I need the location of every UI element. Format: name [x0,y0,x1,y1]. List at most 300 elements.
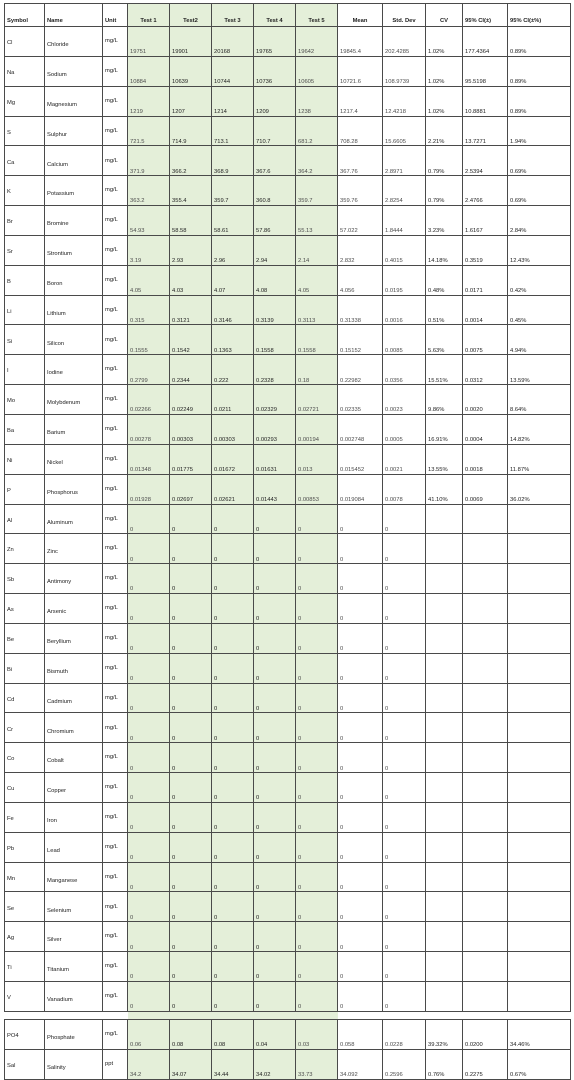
symbol-cell: Be [5,623,45,653]
name-cell: Barium [45,414,103,444]
cv-cell [426,802,463,832]
cv-cell [426,773,463,803]
name-cell: Molybdenum [45,385,103,415]
symbol-cell: As [5,594,45,624]
table-row [5,1049,571,1079]
mean-cell: 0 [338,862,383,892]
symbol-cell: Cd [5,683,45,713]
test3-cell: 58.61 [212,206,254,236]
unit-cell: mg/L [103,713,128,743]
cv-cell: 3.23% [426,206,463,236]
ci-cell: 177.4364 [463,27,508,57]
test1-cell: 1219 [128,86,170,116]
std-dev-cell: 0 [383,982,426,1012]
unit-cell: mg/L [103,564,128,594]
test4-cell: 0 [254,922,296,952]
name-cell: Manganese [45,862,103,892]
symbol-cell: Mg [5,86,45,116]
symbol-cell: Mo [5,385,45,415]
ci-percent-cell: 0.42% [508,265,571,295]
test2-cell: 0 [170,802,212,832]
name-cell: Chloride [45,27,103,57]
table-row [5,922,571,952]
test3-cell: 0 [212,623,254,653]
test5-cell: 0 [296,743,338,773]
test2-cell: 10639 [170,56,212,86]
name-cell: Potassium [45,176,103,206]
ci-percent-cell [508,534,571,564]
separator-cell [254,1011,296,1019]
mean-cell: 0 [338,743,383,773]
test4-cell: 0.00293 [254,414,296,444]
unit-cell: mg/L [103,743,128,773]
ci-percent-cell: 0.45% [508,295,571,325]
test5-cell: 359.7 [296,176,338,206]
test3-cell: 0 [212,564,254,594]
name-cell: Selenium [45,892,103,922]
test4-cell: 0 [254,713,296,743]
test3-cell: 0 [212,653,254,683]
test4-cell: 34.02 [254,1049,296,1079]
unit-cell: mg/L [103,355,128,385]
ci-percent-cell: 34.46% [508,1019,571,1049]
mean-cell: 0.31338 [338,295,383,325]
cv-cell [426,594,463,624]
cv-cell [426,862,463,892]
ci-percent-cell [508,594,571,624]
table-row [5,56,571,86]
header-test3: Test 3 [212,4,254,27]
cv-cell: 9.86% [426,385,463,415]
test3-cell: 0.3146 [212,295,254,325]
test3-cell: 1214 [212,86,254,116]
std-dev-cell: 2.8254 [383,176,426,206]
test5-cell: 0 [296,802,338,832]
mean-cell: 0 [338,802,383,832]
std-dev-cell: 202.4285 [383,27,426,57]
results-sheet [4,3,570,1080]
test2-cell: 0.3121 [170,295,212,325]
name-cell: Arsenic [45,594,103,624]
unit-cell: mg/L [103,1019,128,1049]
cv-cell [426,743,463,773]
symbol-cell: Sal [5,1049,45,1079]
test1-cell: 0 [128,564,170,594]
separator-cell [463,1011,508,1019]
test2-cell: 0.00303 [170,414,212,444]
test4-cell: 0.04 [254,1019,296,1049]
mean-cell: 0.019084 [338,474,383,504]
table-row [5,892,571,922]
ci-cell [463,922,508,952]
ci-percent-cell [508,832,571,862]
test3-cell: 20168 [212,27,254,57]
separator-cell [5,1011,45,1019]
test1-cell: 0.01348 [128,444,170,474]
test3-cell: 0 [212,922,254,952]
ci-percent-cell: 12.43% [508,235,571,265]
test2-cell: 1207 [170,86,212,116]
test5-cell: 1238 [296,86,338,116]
test3-cell: 0.02621 [212,474,254,504]
test1-cell: 0 [128,534,170,564]
mean-cell: 0 [338,832,383,862]
symbol-cell: Na [5,56,45,86]
ci-cell: 0.0014 [463,295,508,325]
ci-cell [463,832,508,862]
table-row [5,414,571,444]
name-cell: Beryllium [45,623,103,653]
name-cell: Strontium [45,235,103,265]
test1-cell: 0 [128,773,170,803]
symbol-cell: V [5,982,45,1012]
mean-cell: 57.022 [338,206,383,236]
mean-cell: 34.092 [338,1049,383,1079]
std-dev-cell: 0.0085 [383,325,426,355]
ci-cell: 10.8881 [463,86,508,116]
std-dev-cell: 0 [383,683,426,713]
std-dev-cell: 0.0078 [383,474,426,504]
test4-cell: 0 [254,534,296,564]
cv-cell [426,713,463,743]
symbol-cell: Ba [5,414,45,444]
name-cell: Magnesium [45,86,103,116]
test4-cell: 0.2328 [254,355,296,385]
name-cell: Phosphate [45,1019,103,1049]
ci-percent-cell: 0.69% [508,176,571,206]
test1-cell: 19751 [128,27,170,57]
name-cell: Iron [45,802,103,832]
unit-cell: mg/L [103,802,128,832]
symbol-cell: P [5,474,45,504]
unit-cell: mg/L [103,832,128,862]
test3-cell: 0.00303 [212,414,254,444]
header-test4: Test 4 [254,4,296,27]
symbol-cell: Se [5,892,45,922]
test3-cell: 713.1 [212,116,254,146]
test4-cell: 0 [254,862,296,892]
ci-percent-cell [508,683,571,713]
cv-cell [426,623,463,653]
name-cell: Aluminum [45,504,103,534]
unit-cell: mg/L [103,265,128,295]
std-dev-cell: 0 [383,594,426,624]
test5-cell: 0 [296,683,338,713]
mean-cell: 1217.4 [338,86,383,116]
test4-cell: 0 [254,832,296,862]
name-cell: Salinity [45,1049,103,1079]
unit-cell: mg/L [103,116,128,146]
header-cv: CV [426,4,463,27]
extra-rows [5,1011,571,1079]
test4-cell: 0 [254,564,296,594]
name-cell: Silicon [45,325,103,355]
name-cell: Bismuth [45,653,103,683]
ci-percent-cell: 14.82% [508,414,571,444]
symbol-cell: Al [5,504,45,534]
test5-cell: 2.14 [296,235,338,265]
test2-cell: 0 [170,683,212,713]
ci-cell [463,564,508,594]
separator-row [5,1011,571,1019]
test3-cell: 0 [212,594,254,624]
test5-cell: 55.13 [296,206,338,236]
std-dev-cell: 0.0023 [383,385,426,415]
test1-cell: 0 [128,922,170,952]
test4-cell: 1209 [254,86,296,116]
cv-cell: 5.63% [426,325,463,355]
test3-cell: 0 [212,534,254,564]
test3-cell: 10744 [212,56,254,86]
test3-cell: 0.222 [212,355,254,385]
table-row [5,713,571,743]
table-row [5,86,571,116]
unit-cell: mg/L [103,504,128,534]
test1-cell: 721.5 [128,116,170,146]
unit-cell: mg/L [103,295,128,325]
test1-cell: 0.02266 [128,385,170,415]
test2-cell: 0 [170,952,212,982]
cv-cell: 1.02% [426,27,463,57]
std-dev-cell: 1.8444 [383,206,426,236]
cv-cell [426,832,463,862]
name-cell: Iodine [45,355,103,385]
unit-cell: mg/L [103,176,128,206]
ci-cell: 13.7271 [463,116,508,146]
std-dev-cell: 0.0016 [383,295,426,325]
test4-cell: 0 [254,504,296,534]
name-cell: Silver [45,922,103,952]
table-row [5,952,571,982]
mean-cell: 4.056 [338,265,383,295]
cv-cell: 16.91% [426,414,463,444]
mean-cell: 367.76 [338,146,383,176]
test4-cell: 360.8 [254,176,296,206]
test1-cell: 0 [128,713,170,743]
cv-cell: 0.76% [426,1049,463,1079]
std-dev-cell: 0 [383,862,426,892]
mean-cell: 0.22982 [338,355,383,385]
table-row [5,1019,571,1049]
symbol-cell: Cr [5,713,45,743]
mean-cell: 0.002748 [338,414,383,444]
table-row [5,504,571,534]
test3-cell: 2.96 [212,235,254,265]
std-dev-cell: 0 [383,832,426,862]
test1-cell: 363.2 [128,176,170,206]
header-mean: Mean [338,4,383,27]
unit-cell: ppt [103,1049,128,1079]
table-row [5,235,571,265]
std-dev-cell: 0 [383,743,426,773]
cv-cell: 39.32% [426,1019,463,1049]
unit-cell: mg/L [103,444,128,474]
separator-cell [128,1011,170,1019]
separator-cell [338,1011,383,1019]
test2-cell: 0.02697 [170,474,212,504]
table-row [5,594,571,624]
table-row [5,773,571,803]
test5-cell: 0 [296,504,338,534]
ci-percent-cell [508,653,571,683]
cv-cell [426,982,463,1012]
ci-cell: 0.0004 [463,414,508,444]
header-symbol: Symbol [5,4,45,27]
test5-cell: 0 [296,832,338,862]
unit-cell: mg/L [103,862,128,892]
name-cell: Cadmium [45,683,103,713]
symbol-cell: S [5,116,45,146]
test5-cell: 0 [296,922,338,952]
test4-cell: 0 [254,982,296,1012]
test3-cell: 0.0211 [212,385,254,415]
symbol-cell: Zn [5,534,45,564]
test5-cell: 4.05 [296,265,338,295]
std-dev-cell: 0 [383,713,426,743]
table-row [5,564,571,594]
mean-cell: 359.76 [338,176,383,206]
cv-cell: 41.10% [426,474,463,504]
table-row [5,176,571,206]
test2-cell: 0 [170,773,212,803]
ci-percent-cell: 0.89% [508,56,571,86]
ci-cell [463,773,508,803]
test1-cell: 0 [128,623,170,653]
test5-cell: 19642 [296,27,338,57]
test1-cell: 54.93 [128,206,170,236]
test1-cell: 0.315 [128,295,170,325]
test4-cell: 10736 [254,56,296,86]
header-test2: Test2 [170,4,212,27]
std-dev-cell: 0.0228 [383,1019,426,1049]
unit-cell: mg/L [103,414,128,444]
test2-cell: 0 [170,504,212,534]
test5-cell: 0.00194 [296,414,338,444]
test2-cell: 0 [170,564,212,594]
std-dev-cell: 0 [383,504,426,534]
test5-cell: 0 [296,892,338,922]
unit-cell: mg/L [103,982,128,1012]
ci-percent-cell: 0.89% [508,27,571,57]
test4-cell: 0.3139 [254,295,296,325]
cv-cell: 1.02% [426,56,463,86]
mean-cell: 0 [338,773,383,803]
cv-cell: 2.21% [426,116,463,146]
test1-cell: 0 [128,743,170,773]
cv-cell [426,653,463,683]
name-cell: Nickel [45,444,103,474]
std-dev-cell: 0 [383,802,426,832]
symbol-cell: Ca [5,146,45,176]
test4-cell: 19765 [254,27,296,57]
name-cell: Sulphur [45,116,103,146]
ci-cell: 0.0020 [463,385,508,415]
test4-cell: 2.94 [254,235,296,265]
ci-percent-cell [508,773,571,803]
mean-cell: 0 [338,683,383,713]
std-dev-cell: 0 [383,623,426,653]
symbol-cell: Ti [5,952,45,982]
test1-cell: 371.9 [128,146,170,176]
ci-percent-cell [508,623,571,653]
test3-cell: 0.08 [212,1019,254,1049]
std-dev-cell: 0 [383,922,426,952]
test5-cell: 0.18 [296,355,338,385]
name-cell: Sodium [45,56,103,86]
symbol-cell: PO4 [5,1019,45,1049]
symbol-cell: Ni [5,444,45,474]
name-cell: Chromium [45,713,103,743]
separator-cell [296,1011,338,1019]
table-row [5,355,571,385]
test4-cell: 710.7 [254,116,296,146]
name-cell: Boron [45,265,103,295]
mean-cell: 0.02335 [338,385,383,415]
name-cell: Vanadium [45,982,103,1012]
test5-cell: 0 [296,952,338,982]
ci-percent-cell: 0.69% [508,146,571,176]
ci-percent-cell [508,713,571,743]
name-cell: Copper [45,773,103,803]
separator-cell [103,1011,128,1019]
ci-cell: 1.6167 [463,206,508,236]
header-test1: Test 1 [128,4,170,27]
cv-cell: 15.51% [426,355,463,385]
std-dev-cell: 108.9739 [383,56,426,86]
test3-cell: 0 [212,683,254,713]
ci-cell [463,802,508,832]
test4-cell: 0.01443 [254,474,296,504]
test3-cell: 0 [212,832,254,862]
symbol-cell: Mn [5,862,45,892]
std-dev-cell: 15.6605 [383,116,426,146]
test2-cell: 0 [170,982,212,1012]
name-cell: Calcium [45,146,103,176]
unit-cell: mg/L [103,27,128,57]
test2-cell: 0.08 [170,1019,212,1049]
ci-percent-cell: 13.59% [508,355,571,385]
mean-cell: 0 [338,922,383,952]
test5-cell: 0.03 [296,1019,338,1049]
ci-cell: 2.5394 [463,146,508,176]
cv-cell: 14.18% [426,235,463,265]
table-row [5,534,571,564]
header-ci-percent: 95% CI(±%) [508,4,571,27]
test4-cell: 0 [254,892,296,922]
symbol-cell: I [5,355,45,385]
test1-cell: 0 [128,802,170,832]
cv-cell [426,534,463,564]
symbol-cell: B [5,265,45,295]
table-row [5,474,571,504]
name-cell: Bromine [45,206,103,236]
test1-cell: 0.1555 [128,325,170,355]
test2-cell: 0 [170,922,212,952]
ci-cell: 0.3519 [463,235,508,265]
test1-cell: 0.00278 [128,414,170,444]
test4-cell: 0 [254,802,296,832]
unit-cell: mg/L [103,146,128,176]
test3-cell: 368.9 [212,146,254,176]
ci-percent-cell [508,892,571,922]
separator-cell [212,1011,254,1019]
test5-cell: 10605 [296,56,338,86]
separator-cell [170,1011,212,1019]
name-cell: Titanium [45,952,103,982]
ci-percent-cell [508,743,571,773]
ci-cell: 95.5198 [463,56,508,86]
unit-cell: mg/L [103,385,128,415]
